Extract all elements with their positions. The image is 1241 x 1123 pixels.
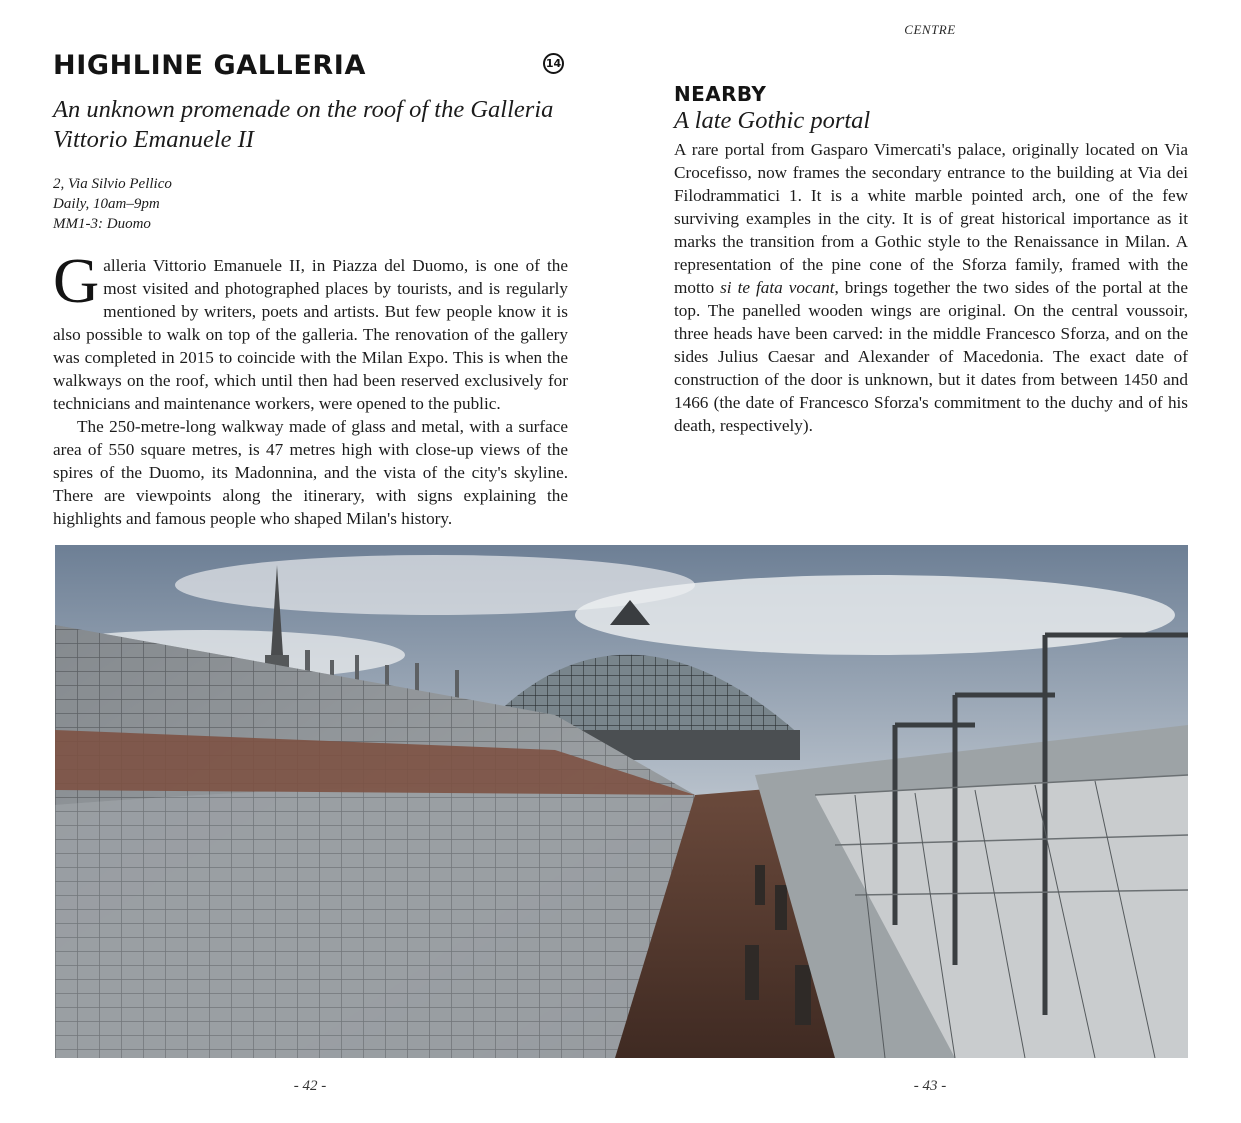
- nearby-text: [674, 138, 1188, 437]
- motto: si te fata vocant: [720, 278, 835, 297]
- paragraph: [674, 138, 1188, 437]
- page-title: HIGHLINE GALLERIA: [53, 50, 366, 81]
- opening-hours: Daily, 10am–9pm: [53, 196, 160, 212]
- running-head: CENTRE: [904, 22, 956, 37]
- page-number-left: - 42 -: [293, 1078, 327, 1094]
- nearby-title: A late Gothic portal: [674, 107, 871, 134]
- nearby-label: NEARBY: [674, 82, 767, 106]
- page-subtitle: An unknown promenade on the roof of the Galleria Vittorio Emanuele II: [53, 96, 554, 153]
- paragraph-text: alleria Vittorio Emanuele II, in Piazza del Duomo, is one of the most visited and photographed places by tourists, and is regularly mentioned by writers, poets and artists. But few people know it is also possible to walk on top of the galleria. The renovation of the gallery was completed in 2015 to coincide with the Milan Expo. This is when the walkways on the roof, which until then had been reserved exclusively for technicians and maintenance workers, were opened to the public.: [53, 256, 568, 413]
- practical-info: [53, 174, 172, 234]
- entry-number-badge: 14: [543, 53, 564, 74]
- text-segment: , brings together the two sides of the portal at the top. The panelled wooden wings are original. On the central voussoir, three heads have been carved: in the middle Francesco Sforza, and on the sides Julius Caesar and Alexander of Macedonia. The exact date of construction of the door is unknown, but it dates from between 1450 and 1466 (the date of Francesco Sforza's commitment to the duchy and of his death, respectively).: [674, 278, 1188, 435]
- paragraph: The 250-metre-long walkway made of glass and metal, with a surface area of 550 square metres, is 47 metres high with close-up views of the spires of the Duomo, its Madonnina, and the vista of the city's skyline. There are viewpoints along the itinerary, with signs explaining the highlights and famous people who shaped Milan's history.: [53, 417, 568, 528]
- page-number-right: - 43 -: [913, 1078, 947, 1094]
- metro-station: MM1-3: Duomo: [53, 216, 151, 232]
- rooftop-photo: [55, 545, 1188, 1058]
- drop-cap: G: [53, 245, 100, 316]
- paragraph: [53, 245, 568, 415]
- address: 2, Via Silvio Pellico: [53, 176, 172, 192]
- main-text: [53, 245, 568, 530]
- text-segment: A rare portal from Gasparo Vimercati's palace, originally located on Via Crocefisso, now frames the secondary entrance to the building at Via dei Filodrammatici 1. It is a white marble pointed arch, one of the few surviving examples in the city. It is of great historical importance as it marks the transition from a Gothic style to the Renaissance in Milan. A representation of the pine cone of the Sforza family, framed with the motto: [674, 140, 1188, 297]
